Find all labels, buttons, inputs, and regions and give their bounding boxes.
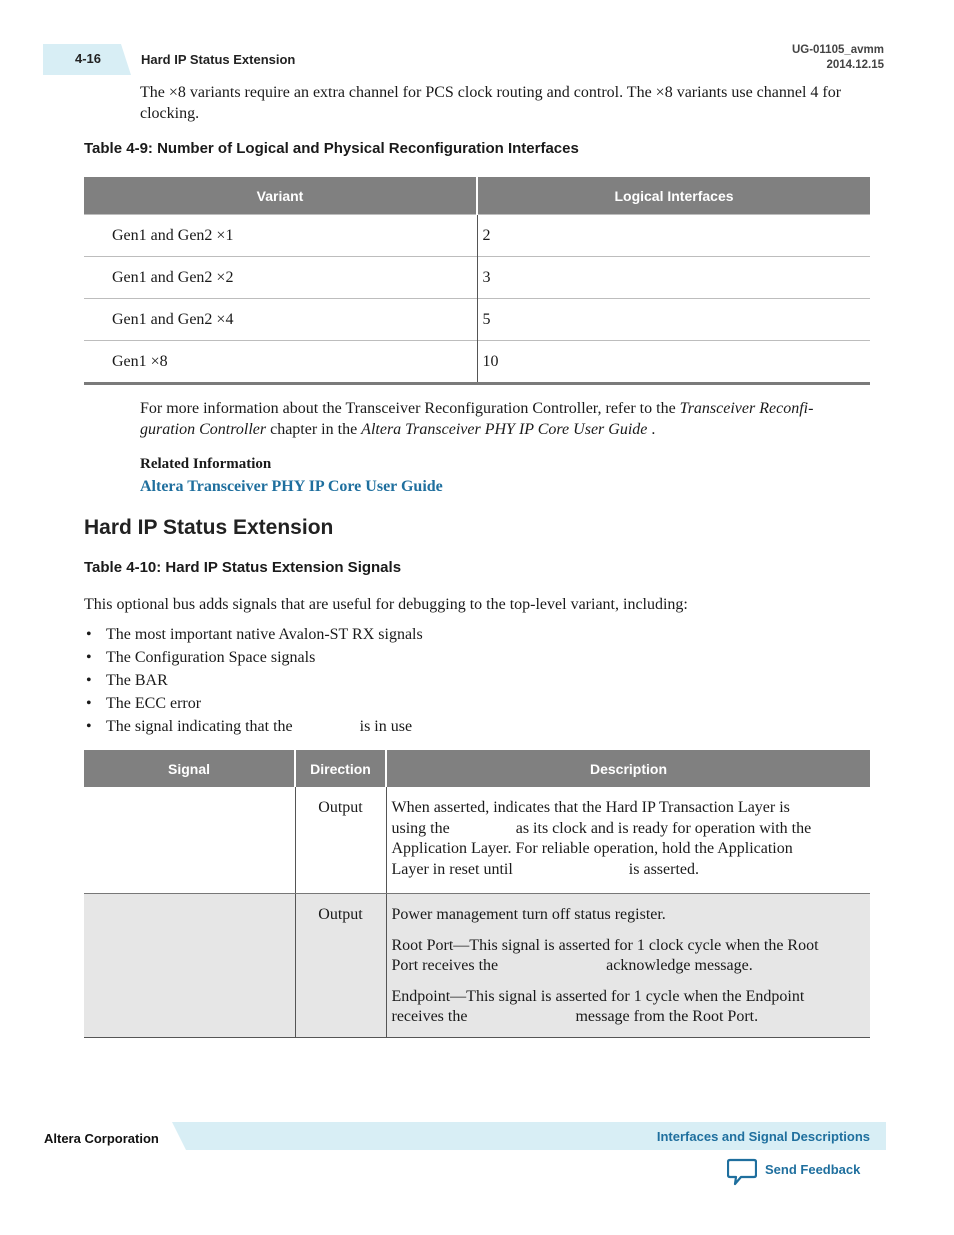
direction-cell: Output xyxy=(295,787,386,894)
list-item xyxy=(84,717,423,740)
logical-cell: 2 xyxy=(477,215,870,257)
desc-line: Layer in reset until xyxy=(391,860,513,878)
desc-line: receives the xyxy=(391,1008,468,1025)
column-header-variant: Variant xyxy=(84,177,477,215)
more-info-paragraph xyxy=(140,399,875,440)
desc-line: Port receives the xyxy=(391,957,499,974)
list-item: • The Configuration Space signals xyxy=(84,648,423,671)
column-header-signal: Signal xyxy=(84,750,295,787)
send-feedback-button[interactable] xyxy=(727,1158,867,1188)
intro-paragraph: The ×8 variants require an extra channel for PCS clock routing and control. The ×8 variants use channel 4 for clocking. xyxy=(140,84,842,122)
bullet-text-b: is in use xyxy=(359,718,413,735)
signal-cell xyxy=(84,787,295,894)
desc-line: is asserted. xyxy=(628,860,699,878)
desc-line: as its clock and is ready for operation with the xyxy=(515,819,812,837)
desc-paragraph xyxy=(392,987,863,1028)
phy-guide-title: Altera Transceiver PHY IP Core User Guide xyxy=(361,420,648,438)
related-information-label: Related Information xyxy=(140,456,272,472)
desc-line: Application Layer. For reliable operation, hold the Application xyxy=(391,840,793,857)
description-cell xyxy=(386,894,870,1038)
list-item: • The most important native Avalon-ST RX signals xyxy=(84,625,423,648)
list-item: • The BAR xyxy=(84,671,423,694)
header-section-title: Hard IP Status Extension xyxy=(141,52,296,67)
reconfiguration-interfaces-table xyxy=(84,177,870,385)
logical-cell: 5 xyxy=(477,299,870,341)
table-row xyxy=(84,299,870,341)
footer-company: Altera Corporation xyxy=(44,1131,159,1146)
bus-paragraph: This optional bus adds signals that are useful for debugging to the top-level variant, including: xyxy=(84,596,688,613)
desc-line: When asserted, indicates that the Hard IP Transaction Layer is xyxy=(391,799,790,816)
reconfig-controller-title: Transceiver Reconfi- xyxy=(679,400,814,417)
table-row xyxy=(84,894,870,1038)
bullet-list xyxy=(84,625,423,740)
table-caption-4-10: Table 4-10: Hard IP Status Extension Signals xyxy=(84,559,402,576)
send-feedback-label: Send Feedback xyxy=(765,1162,861,1177)
column-header-direction: Direction xyxy=(295,750,386,787)
phy-guide-link[interactable]: Altera Transceiver PHY IP Core User Guide xyxy=(140,478,443,495)
desc-line: message from the Root Port. xyxy=(575,1008,759,1025)
more-info-lead: For more information about the Transceiver Reconfiguration Controller, refer to the xyxy=(140,400,680,417)
more-info-end: . xyxy=(647,420,656,438)
speech-bubble-icon xyxy=(727,1158,757,1186)
logical-cell: 3 xyxy=(477,257,870,299)
table-caption-4-9: Table 4-9: Number of Logical and Physical Reconfiguration Interfaces xyxy=(84,140,579,157)
variant-cell: Gen1 ×8 xyxy=(84,341,477,384)
desc-paragraph xyxy=(392,936,863,977)
doc-date: 2014.12.15 xyxy=(826,59,884,71)
variant-cell: Gen1 and Gen2 ×1 xyxy=(84,215,477,257)
logical-cell: 10 xyxy=(477,341,870,384)
direction-cell: Output xyxy=(295,894,386,1038)
column-header-logical-interfaces: Logical Interfaces xyxy=(477,177,870,215)
desc-line: Endpoint—This signal is asserted for 1 cycle when the Endpoint xyxy=(391,987,805,1005)
table-row xyxy=(84,215,870,257)
signal-cell xyxy=(84,894,295,1038)
table-row xyxy=(84,787,870,894)
section-heading: Hard IP Status Extension xyxy=(84,516,334,539)
page-number: 4-16 xyxy=(75,51,102,66)
desc-paragraph: Power management turn off status register. xyxy=(391,906,666,923)
variant-cell: Gen1 and Gen2 ×4 xyxy=(84,299,477,341)
doc-id: UG-01105_avmm xyxy=(791,44,884,56)
reconfig-controller-title-cont: guration Controller xyxy=(140,420,267,438)
column-header-description: Description xyxy=(386,750,870,787)
desc-line: using the xyxy=(391,819,450,837)
variant-cell: Gen1 and Gen2 ×2 xyxy=(84,257,477,299)
bullet-text-a: The signal indicating that the xyxy=(106,718,293,735)
list-item: • The ECC error xyxy=(84,694,423,717)
status-extension-signals-table xyxy=(84,750,870,1038)
desc-line: Root Port—This signal is asserted for 1 clock cycle when the Root xyxy=(391,936,819,954)
table-row xyxy=(84,257,870,299)
more-info-middle: chapter in the xyxy=(266,420,362,438)
desc-line: acknowledge message. xyxy=(606,957,753,974)
description-cell xyxy=(386,787,870,894)
table-row xyxy=(84,341,870,384)
footer-section-link[interactable]: Interfaces and Signal Descriptions xyxy=(656,1129,870,1144)
header-doc-info xyxy=(792,43,884,73)
